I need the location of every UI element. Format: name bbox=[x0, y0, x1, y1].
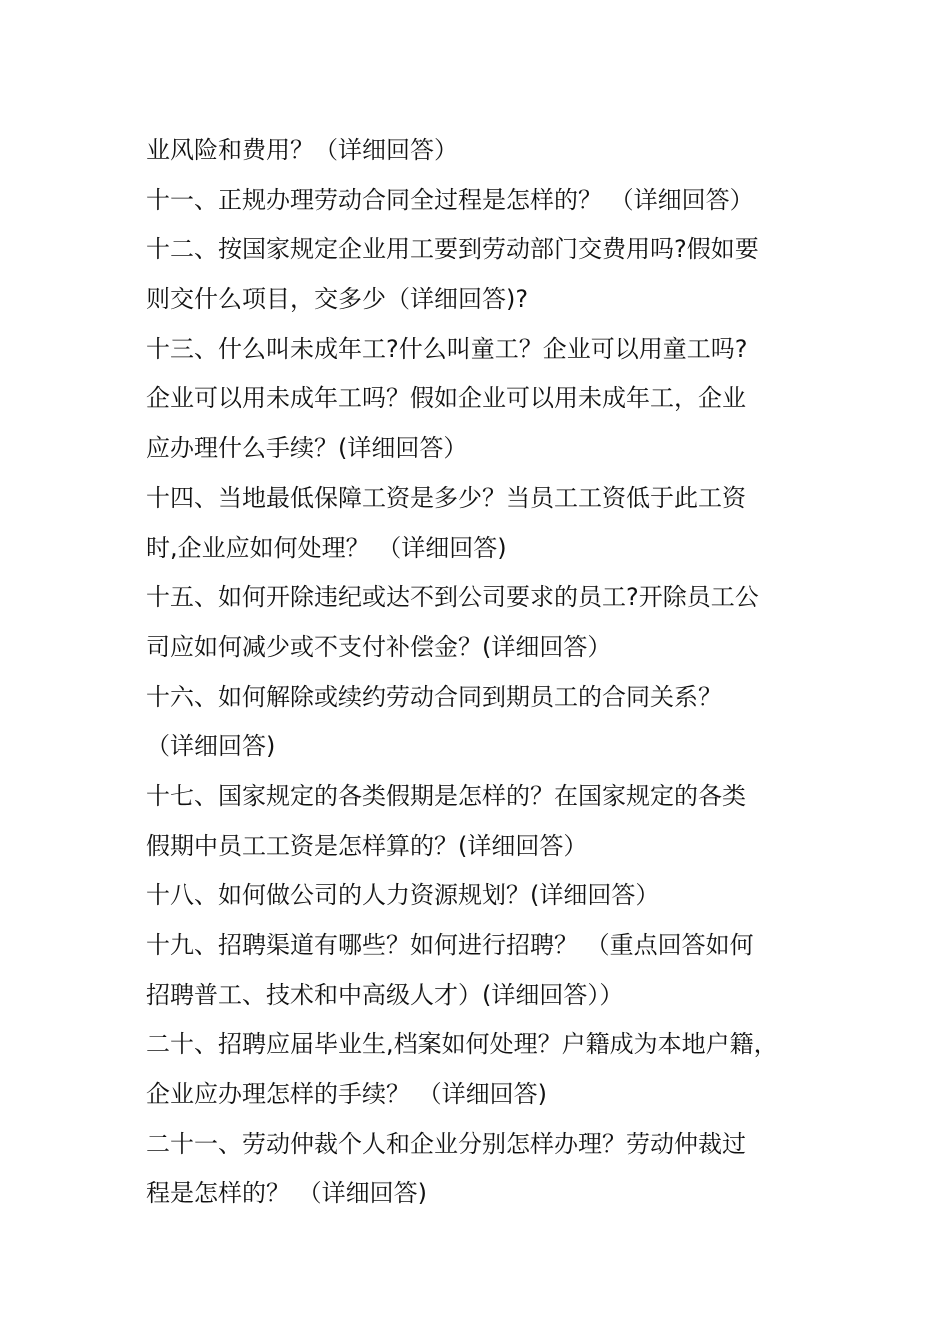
text-line: 应办理什么手续？(详细回答） bbox=[146, 434, 468, 463]
text-line: 司应如何减少或不支付补偿金？(详细回答） bbox=[146, 632, 612, 661]
text-line: 招聘普工、技术和中高级人才）(详细回答）） bbox=[146, 980, 624, 1009]
text-line: 十五、如何开除违纪或达不到公司要求的员工?开除员工公 bbox=[146, 583, 759, 612]
text-line: 程是怎样的？ （详细回答) bbox=[146, 1179, 427, 1208]
document-body bbox=[146, 126, 811, 1219]
text-line: 十一、正规办理劳动合同全过程是怎样的？ （详细回答） bbox=[146, 185, 754, 214]
text-line: 十二、按国家规定企业用工要到劳动部门交费用吗?假如要 bbox=[146, 235, 759, 264]
text-line: 企业可以用未成年工吗？假如企业可以用未成年工，企业 bbox=[146, 384, 746, 413]
text-line: 业风险和费用？（详细回答） bbox=[146, 136, 458, 164]
text-line: 十六、如何解除或续约劳动合同到期员工的合同关系？ bbox=[146, 682, 722, 711]
text-line: （详细回答) bbox=[146, 732, 276, 761]
text-line: 二十一、劳动仲裁个人和企业分别怎样办理？劳动仲裁过 bbox=[146, 1129, 746, 1158]
text-line: 假期中员工工资是怎样算的？(详细回答） bbox=[146, 831, 588, 860]
text-line: 企业应办理怎样的手续？ （详细回答) bbox=[146, 1080, 547, 1109]
text-line: 十三、什么叫未成年工?什么叫童工？企业可以用童工吗? bbox=[146, 334, 748, 363]
text-line: 则交什么项目，交多少（详细回答)? bbox=[146, 285, 529, 314]
text-line: 十九、招聘渠道有哪些？如何进行招聘？ （重点回答如何 bbox=[146, 931, 754, 959]
text-line: 二十、招聘应届毕业生,档案如何处理？户籍成为本地户籍， bbox=[146, 1030, 778, 1059]
text-line: 十四、当地最低保障工资是多少？当员工工资低于此工资 bbox=[146, 483, 746, 512]
text-line: 十七、国家规定的各类假期是怎样的？在国家规定的各类 bbox=[146, 781, 746, 810]
text-line: 时,企业应如何处理？ （详细回答) bbox=[146, 533, 507, 562]
text-line: 十八、如何做公司的人力资源规划？(详细回答） bbox=[146, 881, 660, 910]
